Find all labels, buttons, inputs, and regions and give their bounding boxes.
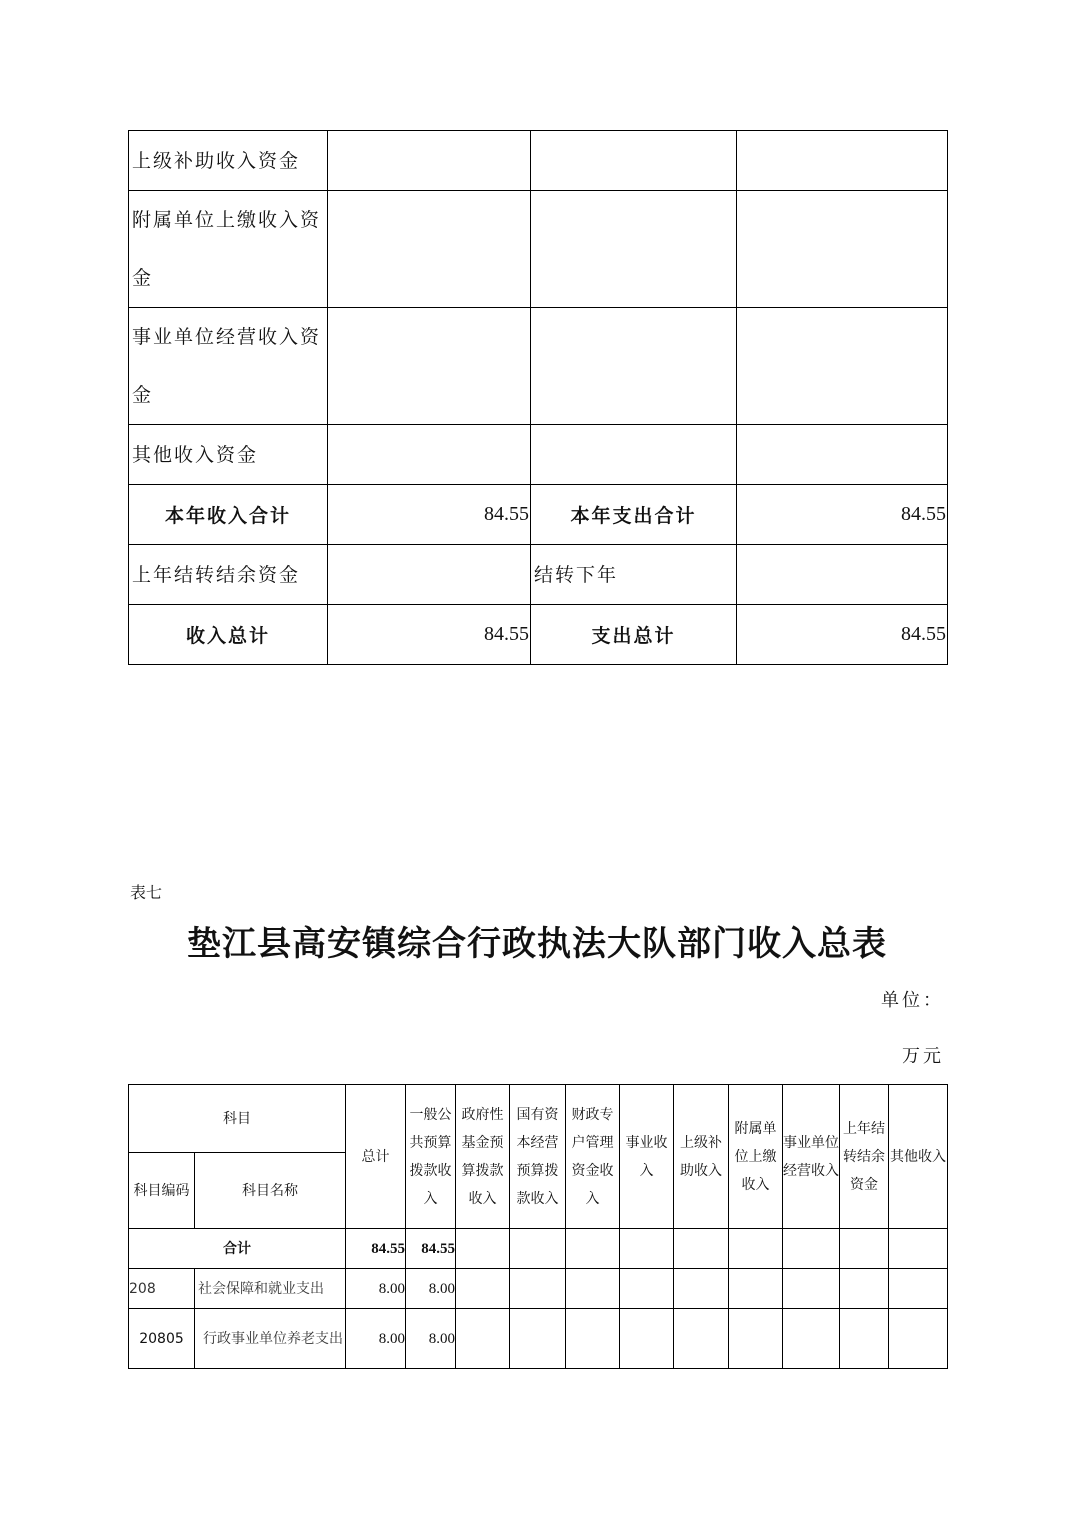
cell [566,1309,620,1369]
header-affiliated: 附属单位上缴收入 [729,1085,783,1229]
header-other: 其他收入 [889,1085,948,1229]
grand-income-label: 收入总计 [129,605,328,665]
table-tag: 表七 [130,883,163,902]
row-label: 其他收入资金 [129,425,328,485]
cell [510,1269,566,1309]
cell [328,425,531,485]
header-state-capital: 国有资本经营预算拨款收入 [510,1085,566,1229]
table-row [129,308,948,425]
table-row [129,485,948,545]
cell [840,1309,889,1369]
cell [510,1309,566,1369]
table-row [129,1309,948,1369]
cell [328,308,531,425]
row-code: 20805 [129,1309,195,1369]
cell [889,1269,948,1309]
table-row [129,191,948,308]
income-total-label: 本年收入合计 [129,485,328,545]
row-label: 事业单位经营收入资金 [129,308,328,425]
cell [737,425,948,485]
row-name: 社会保障和就业支出 [195,1269,346,1309]
cell [456,1229,510,1269]
table-row [129,605,948,665]
header-total: 总计 [346,1085,406,1229]
cell [737,545,948,605]
cell [531,308,737,425]
cell [328,131,531,191]
cell [566,1229,620,1269]
header-business: 事业收入 [620,1085,674,1229]
row-name: 行政事业单位养老支出 [195,1309,346,1369]
header-gov-fund: 政府性基金预算拨款收入 [456,1085,510,1229]
header-subject: 科目 [129,1085,346,1153]
header-special-account: 财政专户管理资金收入 [566,1085,620,1229]
cell [674,1229,729,1269]
cell [729,1309,783,1369]
cell [456,1309,510,1369]
header-row [129,1085,948,1153]
cell [620,1269,674,1309]
income-total-value: 84.55 [328,485,531,545]
expense-total-label: 本年支出合计 [531,485,737,545]
cell [840,1269,889,1309]
cell [674,1309,729,1369]
row-general: 8.00 [406,1309,456,1369]
cell [737,191,948,308]
cell [620,1309,674,1369]
row-total: 8.00 [346,1309,406,1369]
unit-label: 单位： [881,990,944,1011]
summary-table [128,130,948,665]
grand-income-value: 84.55 [328,605,531,665]
header-code: 科目编码 [129,1153,195,1229]
row-general: 8.00 [406,1269,456,1309]
cell [737,308,948,425]
cell [674,1269,729,1309]
table-row [129,1269,948,1309]
row-code: 208 [129,1269,195,1309]
expense-total-value: 84.55 [737,485,948,545]
grand-expense-value: 84.55 [737,605,948,665]
cell [889,1229,948,1269]
table-row [129,425,948,485]
cell [328,191,531,308]
cell [729,1229,783,1269]
grand-expense-label: 支出总计 [531,605,737,665]
cell [840,1229,889,1269]
header-general: 一般公共预算拨款收入 [406,1085,456,1229]
cell [531,425,737,485]
table-row [129,545,948,605]
row-label: 附属单位上缴收入资金 [129,191,328,308]
table-row [129,131,948,191]
cell [783,1229,840,1269]
sum-total: 84.55 [346,1229,406,1269]
cell [510,1229,566,1269]
page-title: 垫江县高安镇综合行政执法大队部门收入总表 [187,924,887,964]
carry-next-label: 结转下年 [531,545,737,605]
cell [889,1309,948,1369]
cell [531,131,737,191]
header-operating: 事业单位经营收入 [783,1085,840,1229]
cell [531,191,737,308]
header-carryover: 上年结转结余资金 [840,1085,889,1229]
carryover-label: 上年结转结余资金 [129,545,328,605]
header-superior: 上级补助收入 [674,1085,729,1229]
cell [783,1269,840,1309]
header-name: 科目名称 [195,1153,346,1229]
cell [328,545,531,605]
cell [729,1269,783,1309]
cell [783,1309,840,1369]
income-table [128,1084,948,1369]
row-total: 8.00 [346,1269,406,1309]
cell [737,131,948,191]
cell [566,1269,620,1309]
sum-general: 84.55 [406,1229,456,1269]
sum-row [129,1229,948,1269]
cell [620,1229,674,1269]
cell [456,1269,510,1309]
row-label: 上级补助收入资金 [129,131,328,191]
unit-value: 万元 [902,1046,944,1067]
sum-label: 合计 [129,1229,346,1269]
